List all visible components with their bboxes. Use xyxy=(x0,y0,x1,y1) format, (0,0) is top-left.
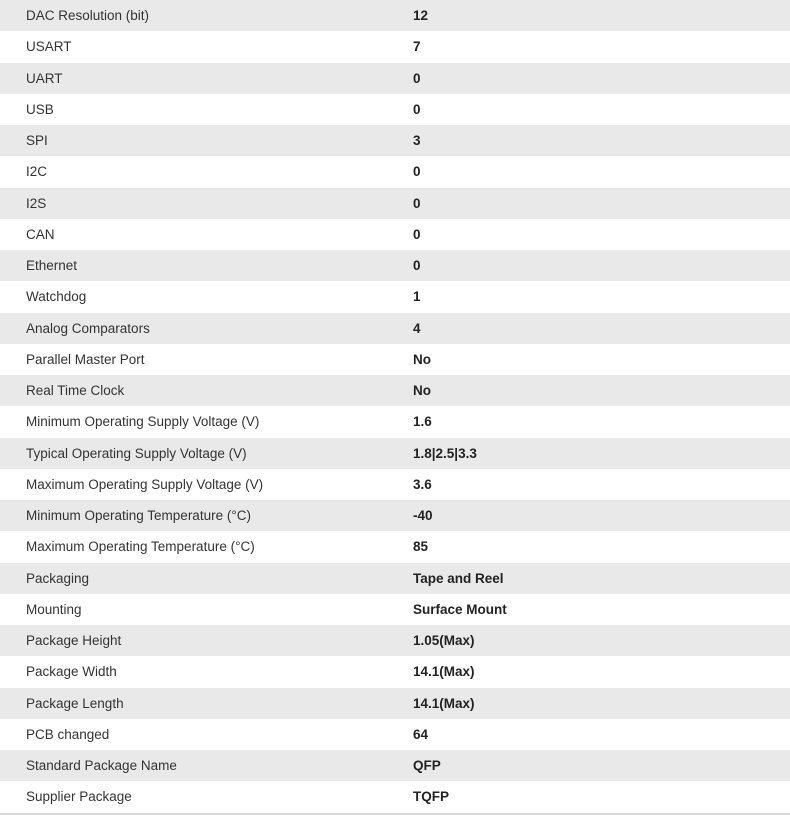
spec-label: Watchdog xyxy=(26,289,87,305)
spec-value: 1.05(Max) xyxy=(413,633,475,649)
spec-row-typ-supply-voltage xyxy=(0,438,790,469)
spec-value: Surface Mount xyxy=(413,601,507,617)
spec-value: 0 xyxy=(413,226,421,242)
spec-row-usart xyxy=(0,31,790,62)
spec-label: Package Width xyxy=(26,664,117,680)
spec-value: 1.6 xyxy=(413,414,432,430)
spec-label: Standard Package Name xyxy=(26,758,177,774)
spec-row-uart xyxy=(0,63,790,94)
spec-value: 85 xyxy=(413,539,429,555)
spec-value: 7 xyxy=(413,39,421,55)
spec-value: 0 xyxy=(413,195,421,211)
spec-row-package-length xyxy=(0,688,790,719)
spec-label: CAN xyxy=(26,226,55,242)
spec-label: Maximum Operating Supply Voltage (V) xyxy=(26,476,264,492)
table-bottom-divider xyxy=(0,813,790,815)
spec-value: Tape and Reel xyxy=(413,570,504,586)
spec-value: No xyxy=(413,351,431,367)
spec-label: Packaging xyxy=(26,570,90,586)
spec-row-dac-resolution xyxy=(0,0,790,31)
spec-row-min-temperature xyxy=(0,500,790,531)
spec-row-can xyxy=(0,219,790,250)
spec-value: QFP xyxy=(413,758,441,774)
spec-label: PCB changed xyxy=(26,726,110,742)
spec-value: 3 xyxy=(413,133,421,149)
spec-row-real-time-clock xyxy=(0,375,790,406)
spec-value: 1.8|2.5|3.3 xyxy=(413,445,477,461)
spec-value: 12 xyxy=(413,8,429,24)
spec-label: Package Height xyxy=(26,633,122,649)
spec-value: 1 xyxy=(413,289,421,305)
spec-row-spi xyxy=(0,125,790,156)
spec-row-packaging xyxy=(0,563,790,594)
spec-label: I2C xyxy=(26,164,48,180)
spec-row-parallel-master-port xyxy=(0,344,790,375)
spec-value: 0 xyxy=(413,258,421,274)
spec-label: Maximum Operating Temperature (°C) xyxy=(26,539,255,555)
spec-label: Minimum Operating Supply Voltage (V) xyxy=(26,414,260,430)
spec-value: 3.6 xyxy=(413,476,432,492)
spec-row-mounting xyxy=(0,594,790,625)
spec-row-i2s xyxy=(0,188,790,219)
spec-row-watchdog xyxy=(0,281,790,312)
spec-label: Supplier Package xyxy=(26,789,132,805)
spec-row-max-supply-voltage xyxy=(0,469,790,500)
spec-label: Mounting xyxy=(26,601,82,617)
spec-label: USART xyxy=(26,39,72,55)
spec-row-supplier-package xyxy=(0,781,790,812)
spec-label: Ethernet xyxy=(26,258,78,274)
spec-value: -40 xyxy=(413,508,433,524)
spec-label: Analog Comparators xyxy=(26,320,150,336)
spec-row-usb xyxy=(0,94,790,125)
spec-row-i2c xyxy=(0,156,790,187)
spec-value: 64 xyxy=(413,726,429,742)
spec-value: 14.1(Max) xyxy=(413,664,475,680)
spec-label: Parallel Master Port xyxy=(26,351,145,367)
spec-row-max-temperature xyxy=(0,531,790,562)
spec-label: I2S xyxy=(26,195,47,211)
spec-value: 14.1(Max) xyxy=(413,695,475,711)
spec-label: UART xyxy=(26,70,63,86)
spec-row-ethernet xyxy=(0,250,790,281)
spec-value: 0 xyxy=(413,70,421,86)
spec-row-pcb-changed xyxy=(0,719,790,750)
spec-label: Minimum Operating Temperature (°C) xyxy=(26,508,251,524)
spec-value: 0 xyxy=(413,101,421,117)
spec-value: TQFP xyxy=(413,789,449,805)
spec-label: DAC Resolution (bit) xyxy=(26,8,150,24)
spec-label: USB xyxy=(26,101,54,117)
spec-label: Typical Operating Supply Voltage (V) xyxy=(26,445,247,461)
spec-value: No xyxy=(413,383,431,399)
spec-label: Real Time Clock xyxy=(26,383,125,399)
spec-value: 4 xyxy=(413,320,421,336)
spec-row-package-height xyxy=(0,625,790,656)
spec-row-analog-comparators xyxy=(0,313,790,344)
spec-label: Package Length xyxy=(26,695,124,711)
spec-label: SPI xyxy=(26,133,48,149)
spec-value: 0 xyxy=(413,164,421,180)
spec-row-package-width xyxy=(0,656,790,687)
spec-row-min-supply-voltage xyxy=(0,406,790,437)
spec-row-standard-package-name xyxy=(0,750,790,781)
